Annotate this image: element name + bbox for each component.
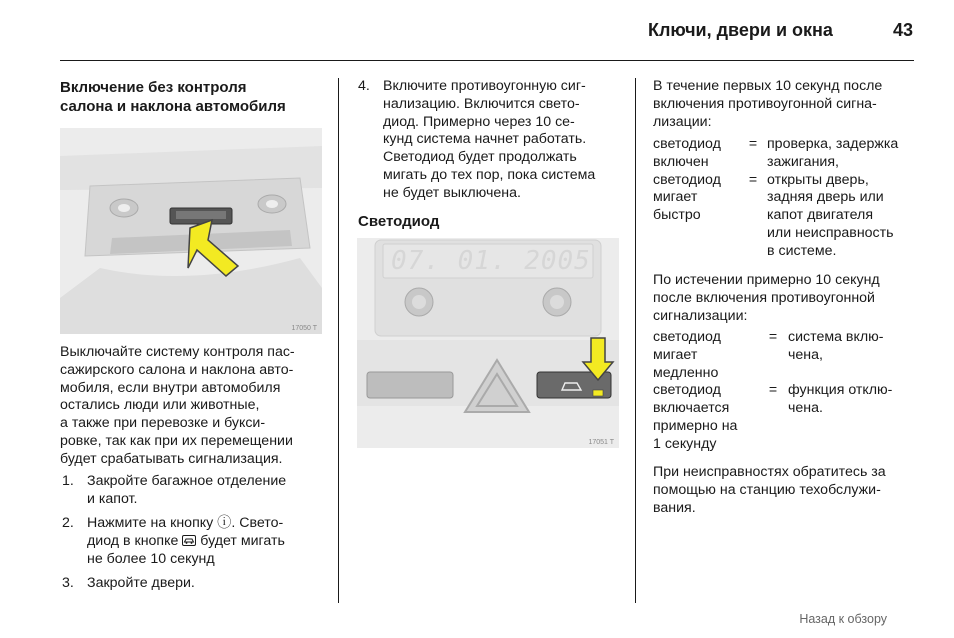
page-number: 43 bbox=[893, 20, 914, 40]
table-equals: = bbox=[748, 136, 758, 152]
step-line: Нажмите на кнопку ⓘ. Свето- bbox=[87, 515, 284, 531]
table-term: светодиод мигает быстро bbox=[653, 171, 721, 224]
text-line: лизации: bbox=[653, 113, 712, 130]
clock-display-text: 07. 01. 2005 bbox=[391, 246, 591, 276]
text-line: В течение первых 10 секунд после bbox=[653, 78, 883, 94]
col1-paragraph bbox=[60, 344, 330, 469]
paragraph-line: остались люди или животные, bbox=[60, 397, 260, 414]
table-term: светодиод включается примерно на 1 секунду bbox=[653, 382, 738, 452]
table-definition: проверка, задержка зажигания, bbox=[767, 136, 899, 170]
text-line: включения противоугонной сигна- bbox=[653, 95, 877, 112]
table-equals: = bbox=[748, 171, 758, 188]
section-title: Ключи, двери и окна bbox=[648, 20, 833, 40]
table-definition: функция отклю- чена. bbox=[788, 382, 893, 417]
col3-middle bbox=[653, 272, 923, 325]
col1-heading bbox=[60, 78, 330, 116]
paragraph-line: сажирского салона и наклона авто- bbox=[60, 361, 294, 378]
step-line: мигать до тех пор, пока система bbox=[383, 166, 596, 183]
led-heading: Светодиод bbox=[358, 213, 440, 230]
step-line: Включите противоугонную сиг- bbox=[383, 78, 586, 94]
col3-intro bbox=[653, 78, 923, 131]
led-indicator bbox=[593, 390, 603, 396]
dashboard-led-illustration bbox=[357, 238, 619, 448]
back-to-overview-link[interactable]: Назад к обзору bbox=[799, 612, 887, 626]
ceiling-console-illustration bbox=[60, 128, 322, 334]
led-status-table-2 bbox=[653, 329, 923, 454]
table-term: светодиод мигает медленно bbox=[653, 329, 721, 381]
paragraph-line: будет срабатывать сигнализация. bbox=[60, 450, 283, 467]
text-line: после включения противоугонной bbox=[653, 289, 875, 306]
figure-code: 17051 T bbox=[588, 439, 614, 446]
step-text: будет мигать bbox=[200, 532, 285, 549]
step-line: Светодиод будет продолжать bbox=[383, 149, 577, 166]
step-number: 1. bbox=[62, 473, 74, 489]
col1-heading-line2: салона и наклона автомобиля bbox=[60, 98, 286, 115]
step-line bbox=[87, 533, 322, 551]
paragraph-line: Выключайте систему контроля пас- bbox=[60, 344, 295, 360]
led-status-table-1 bbox=[653, 136, 923, 266]
step-number: 4. bbox=[358, 78, 370, 94]
column-divider-1 bbox=[338, 78, 339, 603]
step-number: 2. bbox=[62, 515, 74, 531]
step-line: диод. Примерно через 10 се- bbox=[383, 113, 575, 130]
step-line: кунд система начнет работать. bbox=[383, 131, 587, 148]
table-definition: система вклю- чена, bbox=[788, 329, 884, 363]
paragraph-line: ровке, так как при их перемещении bbox=[60, 432, 293, 449]
step-line: не будет выключена. bbox=[383, 184, 521, 201]
step-line: и капот. bbox=[87, 490, 138, 507]
figure-code: 17050 T bbox=[291, 325, 317, 332]
col3-closing bbox=[653, 464, 923, 517]
column-divider-2 bbox=[635, 78, 636, 603]
text-line: помощью на станцию техобслужи- bbox=[653, 481, 881, 498]
car-alarm-icon bbox=[182, 535, 196, 546]
text-line: При неисправностях обратитесь за bbox=[653, 464, 886, 480]
table-term: светодиод включен bbox=[653, 136, 721, 170]
table-equals: = bbox=[768, 382, 778, 399]
step-line: нализацию. Включится свето- bbox=[383, 95, 580, 112]
table-equals: = bbox=[768, 329, 778, 345]
header-rule bbox=[60, 60, 914, 61]
step-line: Закройте двери. bbox=[87, 575, 195, 591]
text-line: сигнализации: bbox=[653, 307, 748, 324]
step-text: диод в кнопке bbox=[87, 532, 179, 549]
ceiling-console-drawing bbox=[60, 128, 322, 334]
col1-heading-line1: Включение без контроля bbox=[60, 79, 247, 96]
table-definition: открыты дверь, задняя дверь или капот двигателя или неисправность в системе. bbox=[767, 171, 894, 259]
step-line: Закройте багажное отделение bbox=[87, 473, 287, 489]
step-number: 3. bbox=[62, 575, 74, 591]
text-line: вания. bbox=[653, 499, 696, 516]
paragraph-line: а также при перевозке и букси- bbox=[60, 415, 266, 432]
step-line: не более 10 секунд bbox=[87, 550, 215, 567]
text-line: По истечении примерно 10 секунд bbox=[653, 272, 880, 288]
paragraph-line: мобиля, если внутри автомобиля bbox=[60, 379, 281, 396]
